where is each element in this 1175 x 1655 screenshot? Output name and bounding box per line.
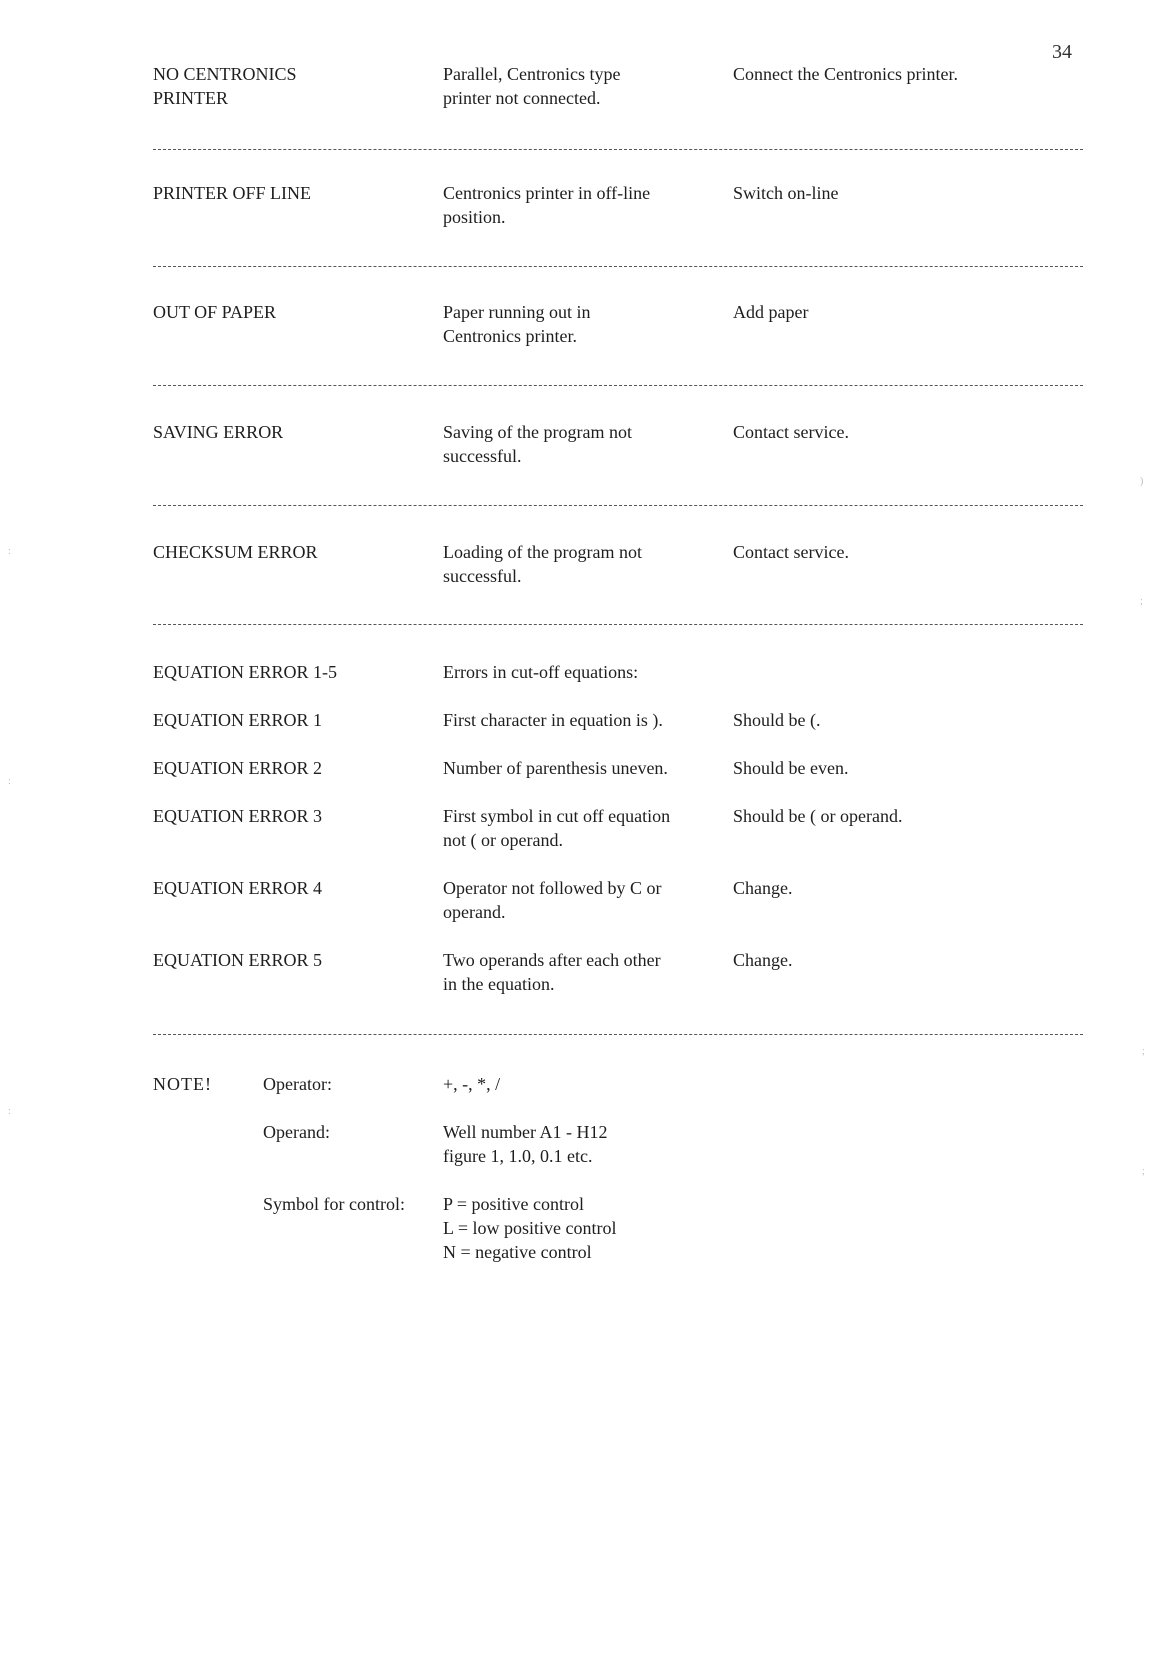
divider: [153, 1034, 1083, 1035]
scan-speck: ): [1140, 476, 1144, 487]
note-definition: Well number A1 - H12 figure 1, 1.0, 0.1 etc.: [443, 1122, 608, 1166]
error-cause: First symbol in cut off equation not ( or operand.: [443, 806, 671, 850]
error-message: EQUATION ERROR 3: [153, 806, 322, 826]
error-action: Switch on-line: [733, 183, 839, 203]
error-action: Should be ( or operand.: [733, 806, 903, 826]
error-message: NO CENTRONICS PRINTER: [153, 64, 297, 108]
note-label: NOTE!: [153, 1074, 212, 1094]
error-cause: Operator not followed by C or operand.: [443, 878, 662, 922]
error-message: EQUATION ERROR 1: [153, 710, 322, 730]
scan-speck: :: [8, 546, 11, 557]
error-message: EQUATION ERROR 5: [153, 950, 322, 970]
error-message: CHECKSUM ERROR: [153, 542, 318, 562]
divider: [153, 624, 1083, 625]
error-message: EQUATION ERROR 2: [153, 758, 322, 778]
scan-speck: :: [8, 776, 11, 787]
error-cause: Paper running out in Centronics printer.: [443, 302, 591, 346]
error-message: SAVING ERROR: [153, 422, 284, 442]
error-cause: Two operands after each other in the equation.: [443, 950, 661, 994]
page-number: 34: [1052, 41, 1072, 63]
note-term: Operator:: [263, 1074, 332, 1094]
divider: [153, 149, 1083, 150]
scan-speck: ;: [1142, 1166, 1145, 1177]
error-action: Change.: [733, 878, 793, 898]
error-cause: Saving of the program not successful.: [443, 422, 632, 466]
note-term: Operand:: [263, 1122, 330, 1142]
note-definition: P = positive control L = low positive control N = negative control: [443, 1194, 617, 1262]
error-message: EQUATION ERROR 1-5: [153, 662, 337, 682]
error-cause: Loading of the program not successful.: [443, 542, 642, 586]
note-definition: +, -, *, /: [443, 1074, 501, 1094]
scan-speck: ;: [1140, 596, 1143, 607]
scan-speck: ;: [1142, 1046, 1145, 1057]
scan-speck: :: [8, 1106, 11, 1117]
error-action: Should be even.: [733, 758, 849, 778]
error-action: Add paper: [733, 302, 809, 322]
note-term: Symbol for control:: [263, 1194, 405, 1214]
error-message: OUT OF PAPER: [153, 302, 277, 322]
error-action: Contact service.: [733, 542, 849, 562]
error-action: Should be (.: [733, 710, 821, 730]
divider: [153, 505, 1083, 506]
error-cause: First character in equation is ).: [443, 710, 663, 730]
error-cause: Centronics printer in off-line position.: [443, 183, 651, 227]
error-cause: Errors in cut-off equations:: [443, 662, 639, 682]
error-action: Contact service.: [733, 422, 849, 442]
error-action: Change.: [733, 950, 793, 970]
error-cause: Number of parenthesis uneven.: [443, 758, 668, 778]
divider: [153, 385, 1083, 386]
error-cause: Parallel, Centronics type printer not connected.: [443, 64, 621, 108]
divider: [153, 266, 1083, 267]
error-message: PRINTER OFF LINE: [153, 183, 312, 203]
error-action: Connect the Centronics printer.: [733, 64, 958, 84]
error-message: EQUATION ERROR 4: [153, 878, 322, 898]
